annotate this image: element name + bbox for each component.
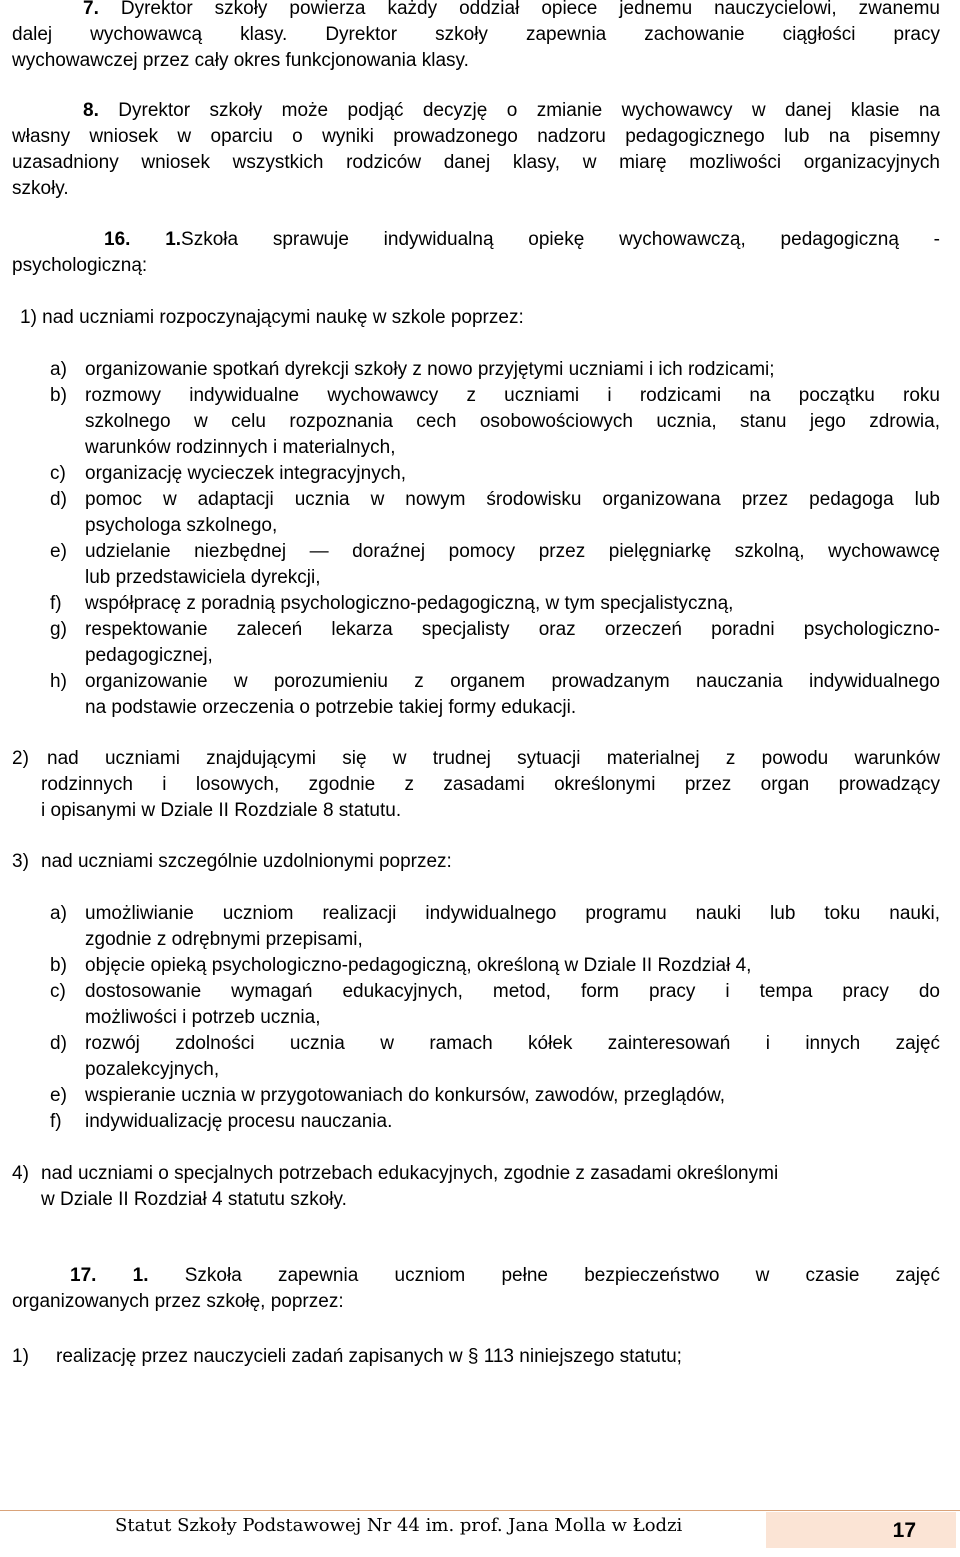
list-item-e-line-2: lub przedstawiciela dyrekcji,	[85, 567, 321, 588]
list-item-d-line-1: pomoc w adaptacji ucznia w nowym środowisku organizowana przez pedagoga lub	[85, 489, 940, 510]
list-item-b-line-2: szkolnego w celu rozpoznania cech osobowościowych ucznia, stanu jego zdrowia,	[85, 411, 940, 432]
list-item-d-line-2: pozalekcyjnych,	[85, 1059, 220, 1080]
list-label: e)	[50, 541, 67, 562]
page-number: 17	[892, 1519, 916, 1542]
section-16-item-2-line-2: rodzinnych i losowych, zgodnie z zasadami określonymi przez organ prowadzący	[41, 774, 940, 795]
paragraph-8-line-4: szkoły.	[12, 178, 69, 199]
section-16-item-4-line-1: nad uczniami o specjalnych potrzebach edukacyjnych, zgodnie z zasadami określonymi	[41, 1163, 779, 1184]
section-16-item-3: nad uczniami szczególnie uzdolnionymi poprzez:	[41, 851, 452, 872]
paragraph-7-number: 7.	[83, 0, 99, 19]
section-16-item-2-line-1: nad uczniami znajdującymi się w trudnej sytuacji materialnej z powodu warunków	[47, 748, 940, 769]
paragraph-7-line-1: 7. Dyrektor szkoły powierza każdy oddział opiece jednemu nauczycielowi, zwanemu	[83, 0, 940, 19]
list-label: f)	[50, 1111, 62, 1132]
list-label: g)	[50, 619, 67, 640]
list-item-b-line-3: warunków rodzinnych i materialnych,	[85, 437, 396, 458]
list-item-g-line-1: respektowanie zaleceń lekarza specjalisty oraz orzeczeń poradni psychologiczno-	[85, 619, 940, 640]
list-item-b: objęcie opieką psychologiczno-pedagogiczną, określoną w Dziale II Rozdział 4,	[85, 955, 752, 976]
list-item-a: organizowanie spotkań dyrekcji szkoły z nowo przyjętymi uczniami i ich rodzicami;	[85, 359, 775, 380]
list-item-a-line-2: zgodnie z odrębnymi przepisami,	[85, 929, 363, 950]
list-item-c: organizację wycieczek integracyjnych,	[85, 463, 407, 484]
list-item-e-line-1: udzielanie niezbędnej ― doraźnej pomocy przez pielęgniarkę szkolną, wychowawcę	[85, 541, 940, 562]
section-16-number: 16. 1.	[104, 229, 182, 250]
section-16-line-2: psychologiczną:	[12, 255, 148, 276]
list-item-a-line-1: umożliwianie uczniom realizacji indywidualnego programu nauki lub toku nauki,	[85, 903, 940, 924]
list-label: h)	[50, 671, 67, 692]
list-label: c)	[50, 981, 66, 1002]
list-item-c-line-2: możliwości i potrzeb ucznia,	[85, 1007, 321, 1028]
section-16-item-1: 1) nad uczniami rozpoczynającymi naukę w szkole poprzez:	[20, 307, 524, 328]
list-item-c-line-1: dostosowanie wymagań edukacyjnych, metod, form pracy i tempa pracy do	[85, 981, 940, 1002]
section-16-item-2-line-3: i opisanymi w Dziale II Rozdziale 8 statutu.	[41, 800, 402, 821]
list-label: f)	[50, 593, 62, 614]
footer-title: Statut Szkoły Podstawowej Nr 44 im. prof. Jana Molla w Łodzi	[115, 1515, 683, 1536]
section-16-line-1: 16. 1.Szkoła sprawuje indywidualną opiekę wychowawczą, pedagogiczną -	[104, 229, 940, 250]
list-label: 3)	[12, 851, 29, 872]
list-label: 1)	[12, 1346, 29, 1367]
paragraph-7-line-3: wychowawczej przez cały okres funkcjonowania klasy.	[12, 50, 469, 71]
list-label: 2)	[12, 748, 29, 769]
list-item-e: wspieranie ucznia w przygotowaniach do konkursów, zawodów, przeglądów,	[85, 1085, 726, 1106]
paragraph-8-line-3: uzasadniony wniosek wszystkich rodziców danej klasy, w miarę mozliwości organizacyjnych	[12, 152, 940, 173]
list-label: a)	[50, 359, 67, 380]
list-label: d)	[50, 489, 67, 510]
list-item-g-line-2: pedagogicznej,	[85, 645, 213, 666]
list-item-b-line-1: rozmowy indywidualne wychowawcy z uczniami i rodzicami na początku roku	[85, 385, 940, 406]
list-item-d-line-1: rozwój zdolności ucznia w ramach kółek zainteresowań i innych zajęć	[85, 1033, 940, 1054]
list-item-h-line-2: na podstawie orzeczenia o potrzebie takiej formy edukacji.	[85, 697, 577, 718]
section-17-line-2: organizowanych przez szkołę, poprzez:	[12, 1291, 344, 1312]
paragraph-8-line-1: 8. Dyrektor szkoły może podjąć decyzję o zmianie wychowawcy w danej klasie na	[83, 100, 940, 121]
list-item-f: indywidualizację procesu nauczania.	[85, 1111, 393, 1132]
section-17-line-1: 17. 1. Szkoła zapewnia uczniom pełne bezpieczeństwo w czasie zajęć	[70, 1265, 940, 1286]
footer-rule	[0, 1510, 960, 1511]
section-17-number: 17. 1.	[70, 1265, 149, 1286]
list-label: b)	[50, 385, 67, 406]
list-label: a)	[50, 903, 67, 924]
paragraph-7-line-2: dalej wychowawcą klasy. Dyrektor szkoły zapewnia zachowanie ciągłości pracy	[12, 24, 940, 45]
section-17-item-1: realizację przez nauczycieli zadań zapisanych w § 113 niniejszego statutu;	[56, 1346, 682, 1367]
list-item-f: współpracę z poradnią psychologiczno-pedagogiczną, w tym specjalistyczną,	[85, 593, 734, 614]
page-number-box	[766, 1512, 956, 1548]
list-label: c)	[50, 463, 66, 484]
list-label: d)	[50, 1033, 67, 1054]
list-item-h-line-1: organizowanie w porozumieniu z organem prowadzanym nauczania indywidualnego	[85, 671, 940, 692]
list-item-d-line-2: psychologa szkolnego,	[85, 515, 278, 536]
list-label: e)	[50, 1085, 67, 1106]
paragraph-8-number: 8.	[83, 100, 99, 121]
paragraph-8-line-2: własny wniosek w oparciu o wyniki prowadzonego nadzoru pedagogicznego lub na pisemny	[12, 126, 940, 147]
section-16-item-4-line-2: w Dziale II Rozdział 4 statutu szkoły.	[41, 1189, 347, 1210]
list-label: b)	[50, 955, 67, 976]
list-label: 4)	[12, 1163, 29, 1184]
